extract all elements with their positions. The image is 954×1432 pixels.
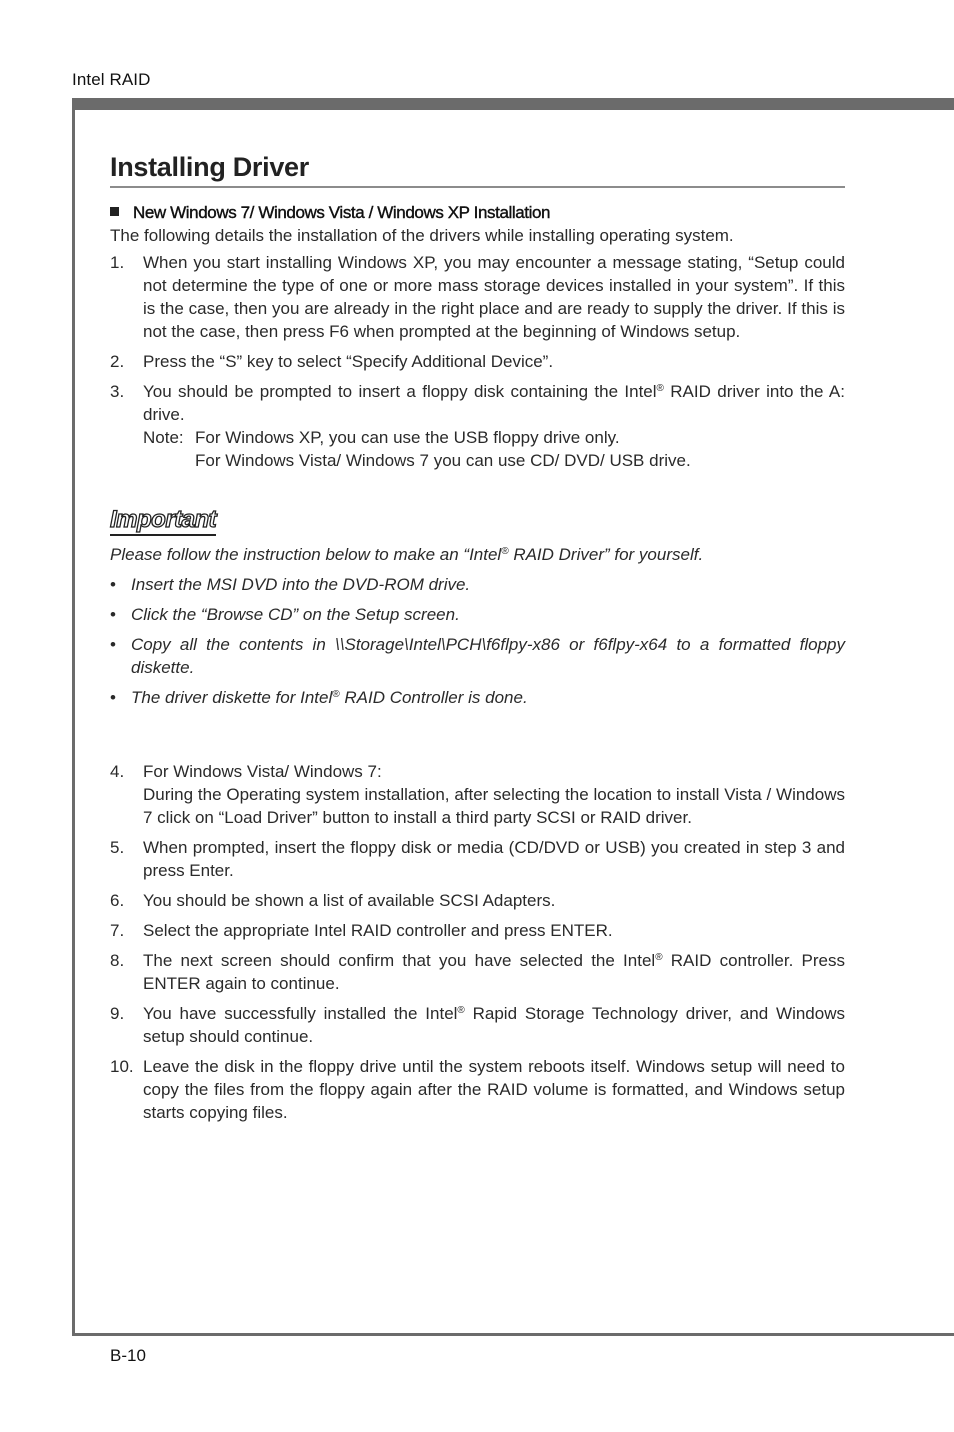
- step-text: Select the appropriate Intel RAID controller and press ENTER.: [143, 921, 613, 940]
- step-item: [110, 350, 845, 373]
- step-item: [110, 836, 845, 882]
- step-number: 9.: [110, 1004, 125, 1023]
- step-text: When you start installing Windows XP, you may encounter a message stating, “Setup could not determine the type of one or more mass storage devices installed in your system”. If this is the case, then you are already in the right place and are ready to supply the driver. If this is not the case, then press F6 when prompted at the beginning of Windows setup.: [143, 253, 845, 341]
- list-item-text-part: The driver diskette for Intel: [131, 688, 333, 707]
- step-item: [110, 380, 845, 472]
- note-block: [143, 426, 845, 472]
- important-list: [110, 573, 845, 709]
- step-item: [110, 949, 845, 995]
- steps-list-b: [110, 760, 845, 1124]
- subsection-heading-text: New Windows 7/ Windows Vista / Windows XP Installation: [133, 203, 551, 222]
- steps-list-a: [110, 251, 845, 472]
- bullet-icon: •: [110, 575, 116, 594]
- list-item-text-part: RAID Controller is done.: [339, 688, 528, 707]
- page-number: B-10: [110, 1346, 146, 1365]
- step-item: [110, 760, 845, 829]
- step-text-part: You have successfully installed the Intel: [143, 1004, 458, 1023]
- list-item-text: Click the “Browse CD” on the Setup screen.: [131, 605, 460, 624]
- step-number: 8.: [110, 951, 125, 970]
- bullet-icon: •: [110, 688, 116, 707]
- step-item: [110, 919, 845, 942]
- list-item: [110, 686, 845, 709]
- step-number: 5.: [110, 838, 125, 857]
- step-text-part: Rapid Storage Technology driver, and Windows setup should continue.: [143, 1004, 845, 1046]
- list-item-text: Insert the MSI DVD into the DVD-ROM drive.: [131, 575, 471, 594]
- step-text-part: The next screen should confirm that you have selected the Intel: [143, 951, 656, 970]
- left-margin-rule: [72, 98, 75, 1336]
- step-text-part: RAID controller. Press ENTER again to continue.: [143, 951, 845, 993]
- intro-paragraph: The following details the installation of the drivers while installing operating system.: [110, 226, 734, 245]
- step-number: 10.: [110, 1057, 134, 1076]
- header-bar: [72, 98, 954, 110]
- step-text: Leave the disk in the floppy drive until the system reboots itself. Windows setup will need to copy the files from the floppy again after the RAID volume is formatted, and Windows setup starts copying files.: [143, 1057, 845, 1122]
- bullet-icon: •: [110, 635, 116, 654]
- step-text-part: RAID driver into the A: drive.: [143, 382, 845, 424]
- note-label: Note:: [143, 428, 184, 447]
- registered-mark: ®: [332, 689, 340, 700]
- step-item: [110, 889, 845, 912]
- important-intro-part: RAID Driver” for yourself.: [508, 545, 704, 564]
- registered-mark: ®: [656, 383, 664, 394]
- step-item: [110, 1002, 845, 1048]
- list-item: [110, 633, 845, 679]
- step-text-part: You should be prompted to insert a floppy disk containing the Intel: [143, 382, 657, 401]
- important-intro: [110, 543, 845, 566]
- important-heading: Important: [110, 506, 216, 536]
- note-line: For Windows Vista/ Windows 7 you can use CD/ DVD/ USB drive.: [195, 451, 691, 470]
- registered-mark: ®: [655, 952, 663, 963]
- step-item: [110, 251, 845, 343]
- step-number: 2.: [110, 352, 125, 371]
- step-text: Press the “S” key to select “Specify Additional Device”.: [143, 352, 554, 371]
- step-number: 7.: [110, 921, 125, 940]
- step-number: 3.: [110, 382, 125, 401]
- registered-mark: ®: [457, 1005, 465, 1016]
- section-title: Installing Driver: [110, 150, 845, 188]
- registered-mark: ®: [501, 546, 509, 557]
- list-item: [110, 573, 845, 596]
- step-text: [143, 1004, 845, 1046]
- step-number: 4.: [110, 762, 125, 781]
- list-item-text: [131, 688, 528, 707]
- step-text: When prompted, insert the floppy disk or media (CD/DVD or USB) you created in step 3 and press Enter.: [143, 838, 845, 880]
- subsection-heading: [110, 201, 845, 224]
- step-number: 6.: [110, 891, 125, 910]
- bullet-icon: •: [110, 605, 116, 624]
- step-text: [143, 951, 845, 993]
- bottom-rule: [72, 1333, 954, 1336]
- page-content: [110, 150, 845, 1124]
- step-number: 1.: [110, 253, 125, 272]
- list-item: [110, 603, 845, 626]
- step-text: You should be shown a list of available SCSI Adapters.: [143, 891, 556, 910]
- important-intro-part: Please follow the instruction below to make an “Intel: [110, 545, 502, 564]
- running-head: Intel RAID: [72, 70, 151, 89]
- square-bullet-icon: [110, 207, 119, 216]
- spacer: [110, 709, 845, 760]
- note-line: For Windows XP, you can use the USB floppy drive only.: [195, 428, 620, 447]
- step-item: [110, 1055, 845, 1124]
- step-text: [143, 380, 845, 426]
- step-text: During the Operating system installation, after selecting the location to install Vista / Windows 7 click on “Load Driver” button to install a third party SCSI or RAID driver.: [143, 785, 845, 827]
- step-text: For Windows Vista/ Windows 7:: [143, 762, 382, 781]
- list-item-text: Copy all the contents in \\Storage\Intel\PCH\f6flpy-x86 or f6flpy-x64 to a formatted floppy diskette.: [131, 635, 845, 677]
